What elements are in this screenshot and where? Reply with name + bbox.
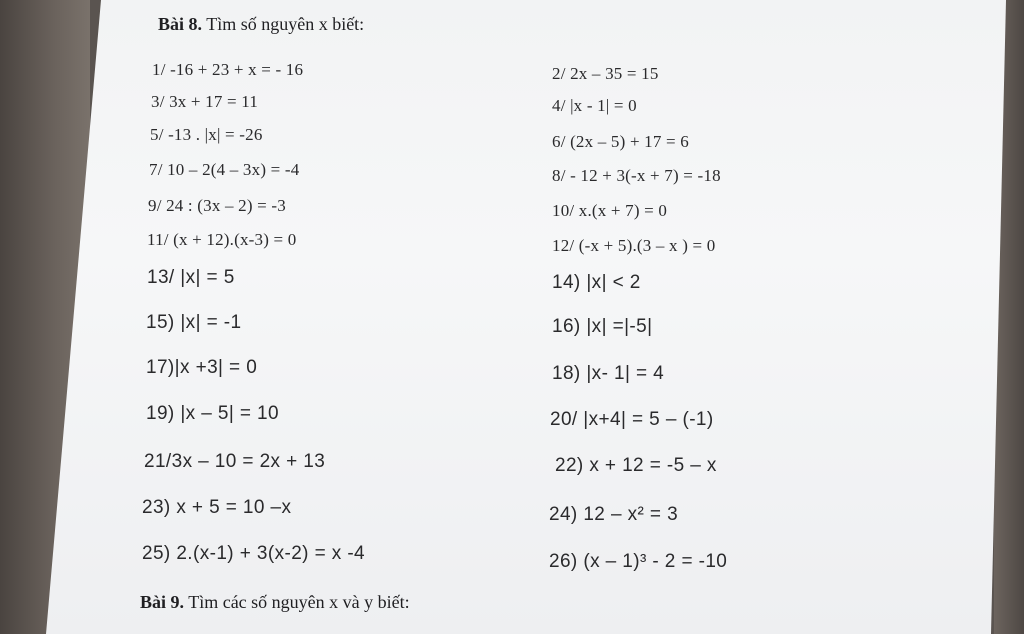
exercise-20: 20/ |x+4| = 5 – (-1) [550,409,714,430]
exercise-15: 15) |x| = -1 [146,312,242,333]
bai9-text: Tìm các số nguyên x và y biết: [188,592,410,612]
exercise-23: 23) x + 5 = 10 –x [142,497,292,518]
exercise-16: 16) |x| =|-5| [552,316,653,337]
exercise-14: 14) |x| < 2 [552,272,641,293]
exercise-8: 8/ - 12 + 3(-x + 7) = -18 [552,166,721,185]
exercise-6: 6/ (2x – 5) + 17 = 6 [552,132,689,151]
exercise-3: 3/ 3x + 17 = 11 [151,92,259,111]
exercise-2: 2/ 2x – 35 = 15 [552,64,659,83]
exercise-10: 10/ x.(x + 7) = 0 [552,201,668,220]
bai9-heading [140,592,410,613]
exercise-12: 12/ (-x + 5).(3 – x ) = 0 [552,236,716,255]
exercise-11: 11/ (x + 12).(x-3) = 0 [147,230,297,249]
exercise-7: 7/ 10 – 2(4 – 3x) = -4 [149,160,300,179]
exercise-9: 9/ 24 : (3x – 2) = -3 [148,196,286,215]
exercise-19: 19) |x – 5| = 10 [146,403,279,424]
bai9-label: Bài 9. [140,592,185,612]
exercise-5: 5/ -13 . |x| = -26 [150,125,263,144]
exercise-25: 25) 2.(x-1) + 3(x-2) = x -4 [142,543,366,564]
exercise-21: 21/3x – 10 = 2x + 13 [144,451,326,472]
exercise-22: 22) x + 12 = -5 – x [555,455,717,476]
bai8-heading [158,14,364,35]
exercise-13: 13/ |x| = 5 [147,267,235,288]
bai8-label: Bài 8. [158,14,203,34]
exercise-4: 4/ |x - 1| = 0 [552,96,637,115]
exercise-26: 26) (x – 1)³ - 2 = -10 [549,551,728,572]
bai8-text: Tìm số nguyên x biết: [206,14,365,34]
exercise-24: 24) 12 – x² = 3 [549,504,679,525]
exercise-17: 17)|x +3| = 0 [146,357,258,378]
exercise-1: 1/ -16 + 23 + x = - 16 [152,60,304,79]
exercise-18: 18) |x- 1| = 4 [552,363,665,384]
